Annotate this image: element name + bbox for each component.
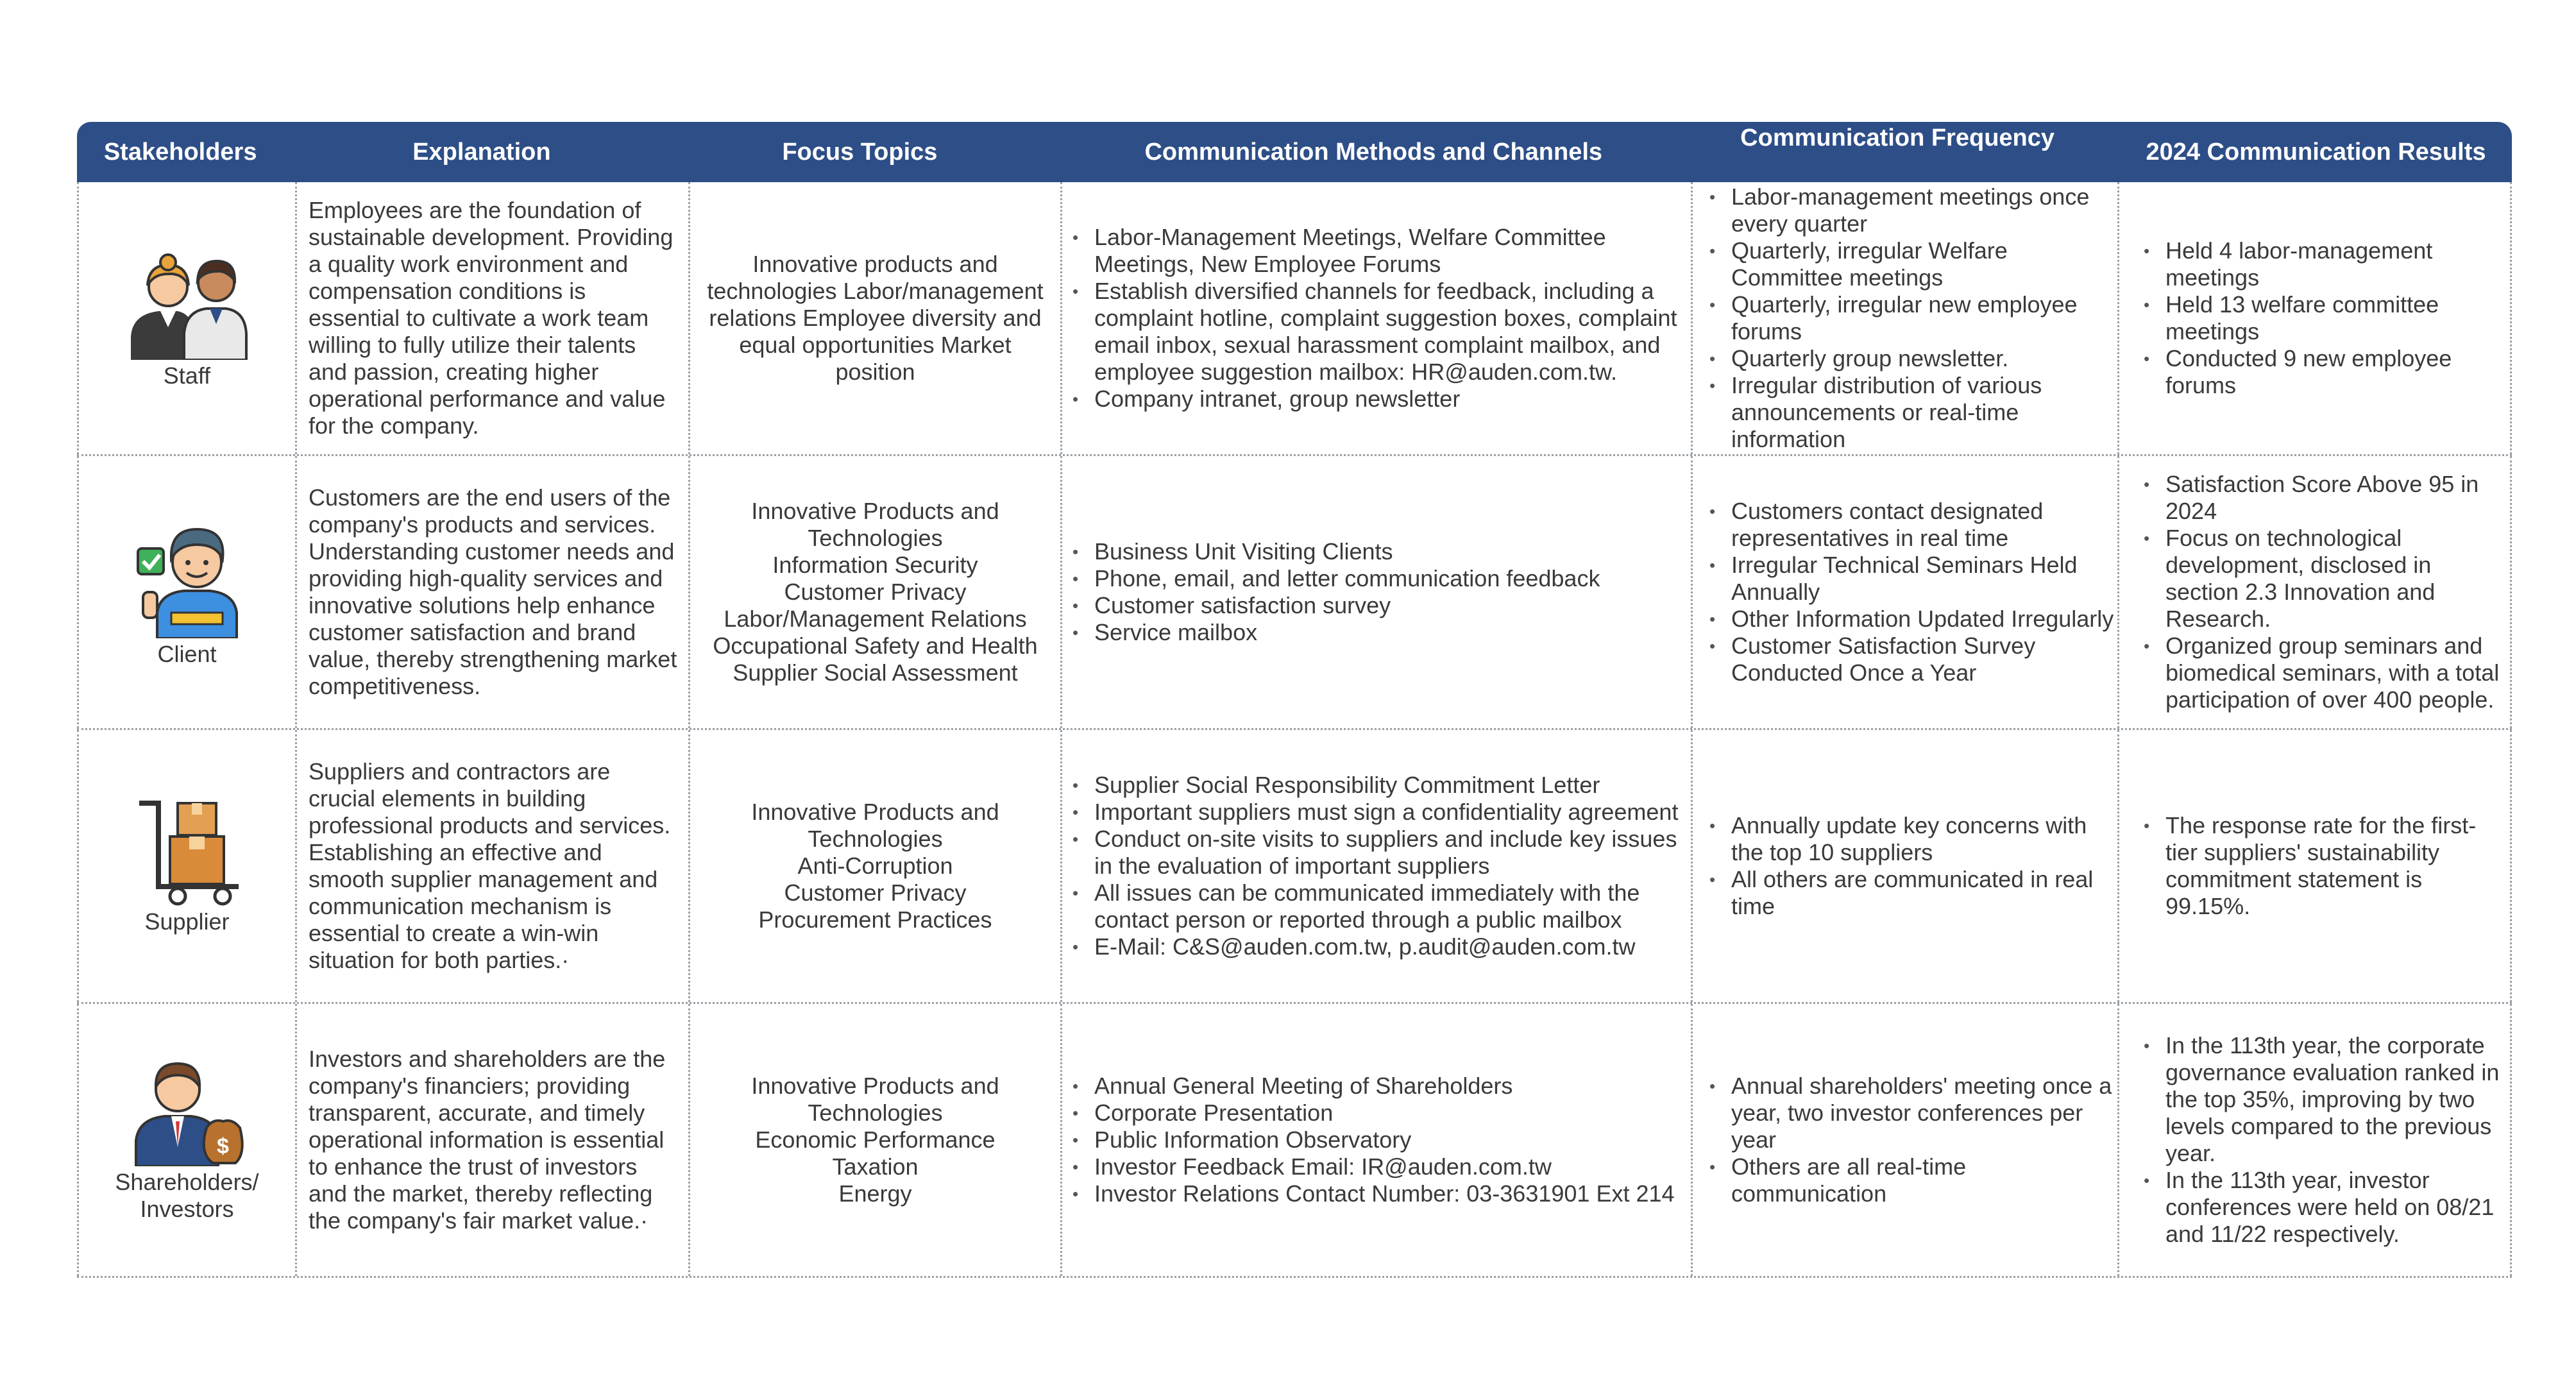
focus-topic: Taxation (832, 1153, 919, 1180)
stakeholder-cell (77, 182, 295, 454)
focus-topic: Energy (838, 1180, 912, 1207)
list-item: • Annually update key concerns with the top 10 suppliers (1731, 812, 2115, 866)
methods-cell (1060, 456, 1691, 728)
explanation-text: Customers are the end users of the company's products and services. Understanding customer needs and providing high-quality services and innovative solutions help enhance customer satisfaction and brand value, thereby strengthening market competitiveness. (309, 484, 677, 699)
methods-cell (1060, 182, 1691, 454)
list-item: • Service mailbox (1094, 619, 1600, 646)
focus-cell (688, 1004, 1060, 1276)
frequency-cell (1691, 1004, 2117, 1276)
results-cell (2117, 456, 2512, 728)
stakeholder-label: Client (157, 641, 217, 667)
list-item: • Business Unit Visiting Clients (1094, 538, 1600, 565)
list-item: • Investor Relations Contact Number: 03-3631901 Ext 214 (1094, 1180, 1675, 1207)
focus-cell (688, 182, 1060, 454)
staff-icon (123, 247, 251, 360)
focus-topic: Information Security (772, 552, 978, 578)
list-item: • Company intranet, group newsletter (1094, 386, 1687, 412)
list-item: • E-Mail: C&S@auden.com.tw, p.audit@auden.com.tw (1094, 933, 1687, 960)
list-item: • Annual shareholders' meeting once a year, two investor conferences per year (1731, 1073, 2115, 1153)
list-item: • Satisfaction Score Above 95 in 2024 (2165, 471, 2501, 525)
focus-topic: Economic Performance (755, 1126, 996, 1153)
list-item: • Important suppliers must sign a confidentiality agreement (1094, 799, 1687, 826)
focus-topic: Customer Privacy (784, 579, 967, 605)
list-item: • In the 113th year, the corporate governance evaluation ranked in the top 35%, improving by two levels compared to the previous year. (2165, 1032, 2501, 1167)
focus-topic: Innovative Products and Technologies (751, 799, 999, 852)
table-row (77, 1004, 2512, 1278)
list-item: • Customers contact designated representatives in real time (1731, 498, 2115, 552)
explanation-cell (295, 730, 688, 1002)
focus-cell (688, 456, 1060, 728)
list-item: • Labor-management meetings once every quarter (1731, 183, 2115, 237)
list-item: • Others are all real-time communication (1731, 1153, 2115, 1207)
list-item: • Irregular distribution of various announcements or real-time information (1731, 372, 2115, 453)
list-item: • Focus on technological development, disclosed in section 2.3 Innovation and Research. (2165, 525, 2501, 633)
stakeholder-label: Staff (163, 362, 211, 389)
stakeholder-cell (77, 1004, 295, 1276)
frequency-cell (1691, 456, 2117, 728)
list-item: • Held 13 welfare committee meetings (2165, 291, 2501, 345)
list-item: • In the 113th year, investor conferences were held on 08/21 and 11/22 respectively. (2165, 1167, 2501, 1248)
stakeholder-cell (77, 456, 295, 728)
list-item: • Held 4 labor-management meetings (2165, 237, 2501, 291)
stakeholder-table (77, 122, 2512, 1278)
list-item: • The response rate for the first-tier suppliers' sustainability commitment statement is 99.15%. (2165, 812, 2501, 920)
header-focus-topics: Focus Topics (782, 138, 938, 166)
list-item: • All issues can be communicated immediately with the contact person or reported through a public mailbox (1094, 880, 1687, 933)
table-row (77, 730, 2512, 1004)
svg-text:$: $ (216, 1134, 229, 1159)
list-item: • Establish diversified channels for feedback, including a complaint hotline, complaint suggestion boxes, complaint email inbox, sexual harassment complaint mailbox, and employee suggestion mailbox: HR@auden.com.tw. (1094, 278, 1687, 386)
focus-topic: Anti-Corruption (797, 853, 953, 879)
table-row (77, 182, 2512, 456)
frequency-cell (1691, 730, 2117, 1002)
investor-icon (130, 1057, 245, 1166)
list-item: • Phone, email, and letter communication feedback (1094, 565, 1600, 592)
focus-topic: Labor/Management Relations (724, 606, 1027, 632)
list-item: • Quarterly, irregular new employee forums (1731, 291, 2115, 345)
header-stakeholders: Stakeholders (103, 138, 257, 166)
list-item: • Irregular Technical Seminars Held Annually (1731, 552, 2115, 606)
focus-topic: Supplier Social Assessment (733, 659, 1018, 686)
focus-topic: Procurement Practices (758, 906, 992, 933)
client-icon (133, 516, 242, 638)
stakeholder-label: Supplier (144, 908, 230, 935)
header-explanation: Explanation (412, 138, 551, 166)
list-item: • Investor Feedback Email: IR@auden.com.tw (1094, 1153, 1675, 1180)
explanation-text: Investors and shareholders are the company's financiers; providing transparent, accurate, and timely operational information is essential to enhance the trust of investors and the market, thereby reflecting the company's fair market value.· (309, 1046, 666, 1234)
results-cell (2117, 1004, 2512, 1276)
focus-text: Innovative products and technologies Labor/management relations Employee diversity and equal opportunities Market position (707, 251, 1044, 385)
list-item: • Annual General Meeting of Shareholders (1094, 1073, 1675, 1100)
list-item: • Supplier Social Responsibility Commitment Letter (1094, 772, 1687, 799)
stakeholder-cell (77, 730, 295, 1002)
list-item: • Conduct on-site visits to suppliers and include key issues in the evaluation of important suppliers (1094, 826, 1687, 880)
explanation-cell (295, 456, 688, 728)
list-item: • Quarterly group newsletter. (1731, 345, 2115, 372)
stakeholder-label: Shareholders/ Investors (115, 1169, 259, 1222)
focus-topic: Occupational Safety and Health (713, 633, 1038, 659)
table-header (77, 122, 2512, 182)
list-item: • Labor-Management Meetings, Welfare Committee Meetings, New Employee Forums (1094, 224, 1687, 278)
table-row (77, 456, 2512, 730)
frequency-cell (1691, 182, 2117, 454)
list-item: • Organized group seminars and biomedical seminars, with a total participation of over 400 people. (2165, 633, 2501, 713)
focus-topic: Customer Privacy (784, 880, 967, 906)
methods-cell (1060, 1004, 1691, 1276)
methods-cell (1060, 730, 1691, 1002)
list-item: • Quarterly, irregular Welfare Committee meetings (1731, 237, 2115, 291)
header-methods: Communication Methods and Channels (1144, 138, 1603, 166)
list-item: • All others are communicated in real time (1731, 866, 2115, 920)
explanation-cell (295, 182, 688, 454)
header-results: 2024 Communication Results (2146, 138, 2486, 166)
list-item: • Customer Satisfaction Survey Conducted Once a Year (1731, 633, 2115, 686)
list-item: • Customer satisfaction survey (1094, 592, 1600, 619)
explanation-text: Employees are the foundation of sustainable development. Providing a quality work environment and compensation conditions is essential to cultivate a work team willing to fully utilize their talents and passion, creating higher operational performance and value for the company. (309, 197, 674, 439)
supplier-icon (133, 797, 242, 906)
results-cell (2117, 730, 2512, 1002)
focus-topic: Innovative Products and Technologies (751, 1073, 999, 1126)
header-frequency: Communication Frequency (1740, 124, 2055, 151)
list-item: • Public Information Observatory (1094, 1126, 1675, 1153)
explanation-text: Suppliers and contractors are crucial elements in building professional products and services. Establishing an effective and smooth supplier management and communication mechanism is essential to create a win-win situation for both parties.· (309, 758, 671, 973)
list-item: • Other Information Updated Irregularly (1731, 606, 2115, 633)
focus-topic: Innovative Products and Technologies (751, 498, 999, 551)
list-item: • Conducted 9 new employee forums (2165, 345, 2501, 399)
results-cell (2117, 182, 2512, 454)
explanation-cell (295, 1004, 688, 1276)
focus-cell (688, 730, 1060, 1002)
list-item: • Corporate Presentation (1094, 1100, 1675, 1126)
